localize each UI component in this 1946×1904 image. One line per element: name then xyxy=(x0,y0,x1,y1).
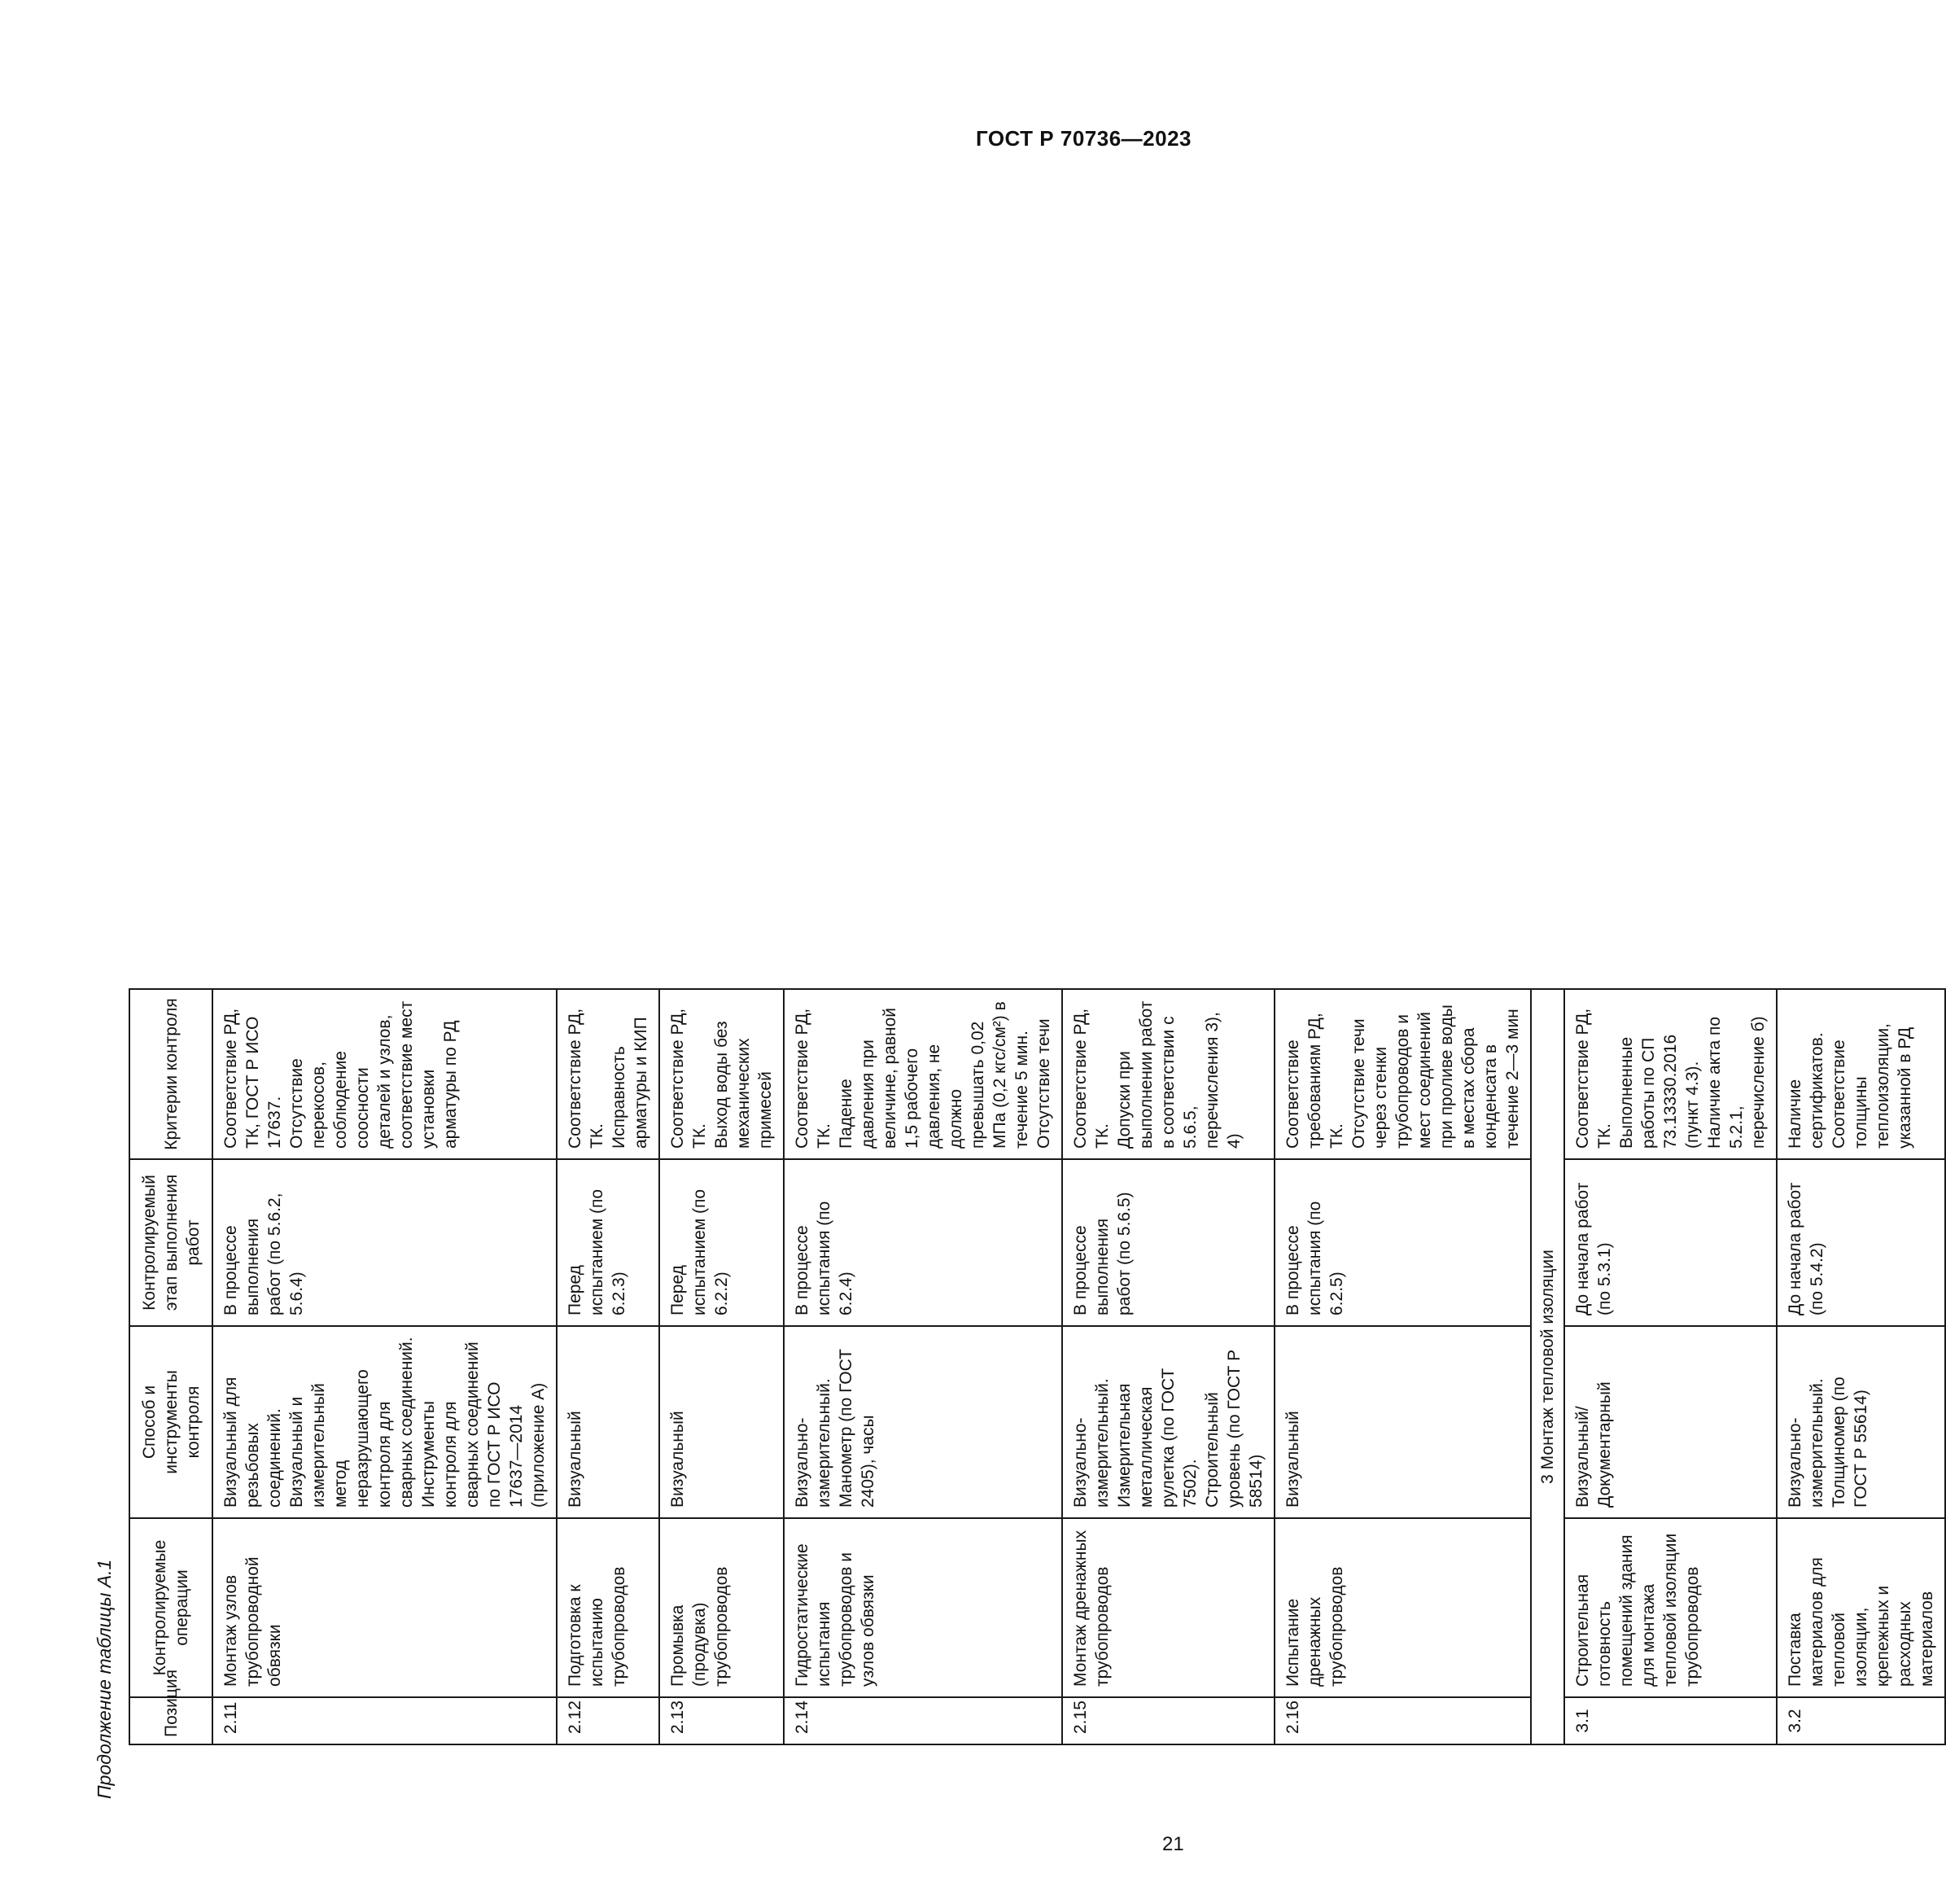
page-number: 21 xyxy=(1162,1833,1184,1855)
stage-cell xyxy=(212,1159,557,1326)
document-code: ГОСТ Р 70736—2023 xyxy=(975,126,1192,151)
operation-text: Испытание дренажных трубопроводов xyxy=(1283,1566,1346,1687)
position-cell xyxy=(659,1697,784,1744)
criteria-line: Соответствие РД, ТК. xyxy=(793,1008,833,1149)
table-row xyxy=(212,192,557,1744)
method-line: Визуальный xyxy=(1283,1411,1302,1508)
table-caption: Продолжение таблицы А.1 xyxy=(94,1559,115,1799)
position-number: 2.12 xyxy=(566,1700,584,1734)
criteria-line: Наличие акта по 5.2.1, перечисление б) xyxy=(1705,1016,1768,1149)
criteria-line: Отсутствие течи через стенки трубопроводов и мест соединений при проливе воды в местах сбора конденсата в течение 2—3 мин xyxy=(1349,1005,1522,1149)
criteria-line: Наличие сертификатов. xyxy=(1786,1032,1826,1149)
method-cell xyxy=(1275,1326,1531,1518)
operation-text: Монтаж узлов трубопроводной обвязки xyxy=(221,1556,284,1687)
criteria-line: Соответствие требованиям РД, ТК. xyxy=(1283,1013,1346,1149)
col-header-position: Позиция xyxy=(129,1697,212,1744)
stage-text: Перед испытанием (по 6.2.3) xyxy=(566,1188,628,1315)
method-line: Инструменты контроля для сварных соединений по ГОСТ Р ИСО 17637—2014 (приложение А) xyxy=(419,1342,548,1508)
position-number: 2.14 xyxy=(793,1700,811,1734)
criteria-line: Выход воды без механических примесей xyxy=(712,1021,775,1149)
operation-cell xyxy=(1275,1518,1531,1697)
criteria-line: Отсутствие перекосов, соблюдение соосности деталей и узлов, соответствие мест установки арматуры по РД xyxy=(287,1000,460,1149)
criteria-cell xyxy=(659,989,784,1159)
criteria-line: Соответствие РД, ТК. xyxy=(1071,1008,1112,1149)
criteria-cell xyxy=(1564,989,1777,1159)
criteria-line: Соответствие толщины теплоизоляции, указанной в РД xyxy=(1830,1023,1914,1149)
section-title xyxy=(1531,989,1564,1744)
operation-text: Подготовка к испытанию трубопроводов xyxy=(566,1566,628,1687)
criteria-cell xyxy=(557,989,659,1159)
method-line: Визуальный для резьбовых соединений. xyxy=(221,1377,284,1508)
table-header-row xyxy=(129,192,212,1744)
criteria-line: Соответствие РД, ТК. xyxy=(1573,1008,1614,1149)
rotated-table-area xyxy=(88,193,1936,1801)
method-line: Измерительная металлическая рулетка (по ГОСТ 7502). xyxy=(1115,1368,1200,1508)
position-cell xyxy=(1062,1697,1275,1744)
table-row xyxy=(1564,192,1777,1744)
stage-cell xyxy=(659,1159,784,1326)
section-title-text: 3 Монтаж тепловой изоляции xyxy=(1538,1250,1557,1484)
criteria-line: Допуски при выполнении работ в соответствии с 5.6.5, перечисления 3), 4) xyxy=(1115,1000,1244,1149)
method-cell xyxy=(1777,1326,1945,1518)
operation-cell xyxy=(1777,1518,1945,1697)
stage-cell xyxy=(1062,1159,1275,1326)
method-line: Визуальный xyxy=(668,1411,687,1508)
criteria-cell xyxy=(1777,989,1945,1159)
criteria-cell xyxy=(1062,989,1275,1159)
stage-text: Перед испытанием (по 6.2.2) xyxy=(668,1188,731,1315)
method-line: Визуальный/Документарный xyxy=(1573,1381,1614,1508)
stage-cell xyxy=(1275,1159,1531,1326)
method-line: Визуально-измерительный. Манометр (по ГОСТ 2405), часы xyxy=(793,1349,877,1508)
operation-cell xyxy=(557,1518,659,1697)
position-cell xyxy=(1564,1697,1777,1744)
table-row xyxy=(557,192,659,1744)
position-cell xyxy=(784,1697,1062,1744)
stage-text: В процессе испытания (по 6.2.4) xyxy=(793,1201,855,1315)
method-cell xyxy=(784,1326,1062,1518)
criteria-cell xyxy=(1275,989,1531,1159)
method-line: Визуально-измерительный. xyxy=(1786,1378,1826,1508)
operation-text: Монтаж дренажных трубопроводов xyxy=(1071,1530,1112,1687)
table-row xyxy=(1062,192,1275,1744)
criteria-cell xyxy=(212,989,557,1159)
table-row xyxy=(784,192,1062,1744)
col-header-criteria: Критерии контроля xyxy=(129,989,212,1159)
operation-cell xyxy=(212,1518,557,1697)
operation-text: Промывка (продувка) трубопроводов xyxy=(668,1566,731,1687)
table-row xyxy=(1275,192,1531,1744)
stage-text: До начала работ (по 5.3.1) xyxy=(1573,1182,1614,1315)
position-cell xyxy=(1275,1697,1531,1744)
criteria-line: Падение давления при величине, равной 1,5 рабочего давления, не должно превышать 0,02 МПа (0,2 кгс/см²) в течение 5 мин. xyxy=(837,1001,1031,1149)
method-line: Строительный уровень (по ГОСТ Р 58514) xyxy=(1203,1349,1266,1508)
control-table xyxy=(129,191,1946,1745)
criteria-line: Исправность арматуры и КИП xyxy=(610,1017,650,1149)
method-cell xyxy=(557,1326,659,1518)
stage-text: В процессе выполнения работ (по 5.6.5) xyxy=(1071,1192,1134,1315)
method-line: Визуально-измерительный. xyxy=(1071,1378,1112,1508)
method-cell xyxy=(212,1326,557,1518)
position-number: 2.15 xyxy=(1071,1700,1090,1734)
table-row xyxy=(1777,192,1945,1744)
operation-text: Строительная готовность помещений здания для монтажа тепловой изоляции трубопроводов xyxy=(1573,1533,1702,1687)
position-number: 2.11 xyxy=(221,1701,240,1734)
section-row xyxy=(1531,192,1564,1744)
operation-text: Поставка материалов для тепловой изоляции, крепежных и расходных материалов xyxy=(1786,1557,1936,1687)
method-cell xyxy=(1564,1326,1777,1518)
method-line: Толщиномер (по ГОСТ Р 55614) xyxy=(1830,1377,1870,1508)
stage-text: В процессе испытания (по 6.2.5) xyxy=(1283,1201,1346,1315)
method-line: Визуальный xyxy=(566,1411,584,1508)
operation-cell xyxy=(1564,1518,1777,1697)
position-cell xyxy=(1777,1697,1945,1744)
position-cell xyxy=(212,1697,557,1744)
stage-cell xyxy=(784,1159,1062,1326)
stage-cell xyxy=(557,1159,659,1326)
method-cell xyxy=(1062,1326,1275,1518)
stage-cell xyxy=(1564,1159,1777,1326)
position-number: 3.1 xyxy=(1573,1709,1592,1733)
method-line: Визуальный и измерительный метод неразрушающего контроля для сварных соединений. xyxy=(287,1337,416,1508)
table-row xyxy=(659,192,784,1744)
operation-cell xyxy=(659,1518,784,1697)
position-number: 2.16 xyxy=(1283,1700,1302,1734)
criteria-line: Отсутствие течи xyxy=(1034,1018,1053,1149)
col-header-operations: Контролируемые операции xyxy=(129,1518,212,1697)
criteria-line: Соответствие РД, ТК, ГОСТ Р ИСО 17637. xyxy=(221,1008,284,1149)
criteria-line: Соответствие РД, ТК. xyxy=(668,1008,709,1149)
position-number: 2.13 xyxy=(668,1700,687,1734)
col-header-stage: Контролируемый этап выполнения работ xyxy=(129,1159,212,1326)
operation-text: Гидростатические испытания трубопроводов и узлов обвязки xyxy=(793,1543,877,1687)
method-cell xyxy=(659,1326,784,1518)
stage-text: До начала работ (по 5.4.2) xyxy=(1786,1182,1826,1315)
criteria-line: Соответствие РД, ТК. xyxy=(566,1008,606,1149)
position-cell xyxy=(557,1697,659,1744)
criteria-cell xyxy=(784,989,1062,1159)
stage-cell xyxy=(1777,1159,1945,1326)
col-header-method: Способ и инструменты контроля xyxy=(129,1326,212,1518)
stage-text: В процессе выполнения работ (по 5.6.2, 5.6.4) xyxy=(221,1193,306,1315)
criteria-line: Выполненные работы по СП 73.13330.2016 (пункт 4.3). xyxy=(1617,1034,1702,1149)
operation-cell xyxy=(1062,1518,1275,1697)
position-number: 3.2 xyxy=(1786,1709,1804,1733)
operation-cell xyxy=(784,1518,1062,1697)
